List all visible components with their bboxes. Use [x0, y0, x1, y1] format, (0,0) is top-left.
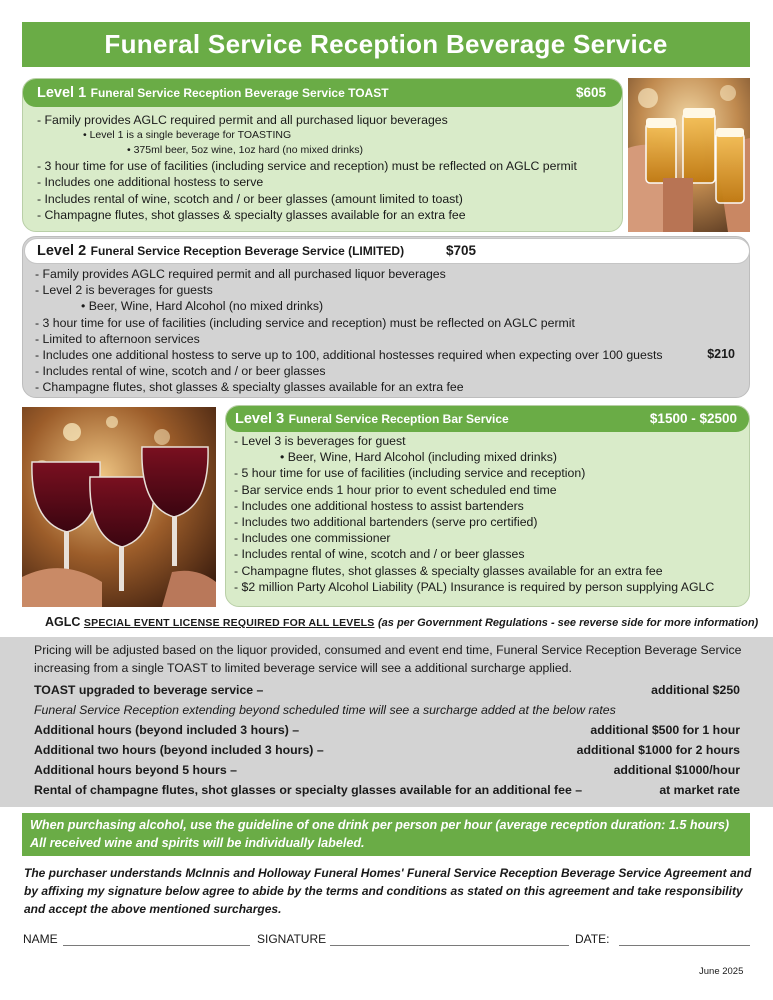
level3-level: Level 3	[235, 411, 285, 427]
guideline-line-1: When purchasing alcohol, use the guideline of one drink per person per hour (average reception duration: 1.5 hours)	[30, 818, 730, 832]
list-item: - Includes one additional hostess to assist bartenders	[234, 498, 524, 513]
pricing-intro-2: increasing from a single TOAST to limited beverage service will see a additional surcharge applied.	[34, 661, 572, 675]
list-item: - Family provides AGLC required permit and all purchased liquor beverages	[37, 113, 448, 127]
surcharge-row: Additional hours (beyond included 3 hours) – additional $500 for 1 hour	[34, 723, 740, 737]
level1-price: $605	[575, 85, 606, 100]
list-item: - Level 3 is beverages for guest	[234, 434, 406, 448]
level2-list	[35, 266, 663, 396]
pricing-section	[0, 637, 773, 807]
list-item: - Includes two additional bartenders (serve pro certified)	[234, 515, 538, 530]
date-label: DATE:	[575, 932, 610, 946]
level1-name: Funeral Service Reception Beverage Service TOAST	[90, 86, 389, 100]
list-item: - Bar service ends 1 hour prior to event scheduled end time	[234, 482, 557, 497]
aglc-prefix: AGLC	[45, 615, 81, 629]
revision-date: June 2025	[699, 966, 744, 977]
beer-toast-photo	[628, 78, 750, 232]
date-field[interactable]	[619, 945, 750, 946]
level1-level: Level 1	[37, 85, 87, 101]
list-item: - Champagne flutes, shot glasses & specialty glasses available for an extra fee	[37, 207, 466, 222]
signature-row	[23, 932, 750, 948]
name-label: NAME	[23, 932, 58, 946]
list-item: - Includes rental of wine, scotch and / or beer glasses	[234, 547, 525, 562]
level2-name: Funeral Service Reception Beverage Service (LIMITED)	[90, 244, 405, 258]
list-item: - 3 hour time for use of facilities (including service and reception) must be reflected on AGLC permit	[35, 315, 575, 330]
toast-upgrade-label: TOAST upgraded to beverage service –	[34, 683, 264, 697]
toast-upgrade-price: additional $250	[651, 683, 740, 697]
level2-header	[24, 238, 750, 264]
page-title: Funeral Service Reception Beverage Service	[22, 22, 750, 67]
list-item: • 375ml beer, 5oz wine, 1oz hard (no mixed drinks)	[127, 144, 363, 157]
level2-price: $705	[446, 243, 477, 258]
list-item: - Level 2 is beverages for guests	[35, 283, 213, 298]
signature-field[interactable]	[330, 945, 569, 946]
aglc-note: (as per Government Regulations - see reverse side for more information)	[377, 617, 759, 629]
aglc-license-note	[45, 615, 758, 629]
extension-note: Funeral Service Reception extending beyond scheduled time will see a surcharge added at the below rates	[34, 703, 616, 717]
level2-level: Level 2	[37, 243, 87, 259]
list-item: - Includes rental of wine, scotch and / or beer glasses (amount limited to toast)	[37, 191, 463, 206]
level2-section	[22, 236, 750, 398]
name-field[interactable]	[63, 945, 250, 946]
list-item: - Includes rental of wine, scotch and / or beer glasses	[35, 364, 326, 379]
list-item: - 3 hour time for use of facilities (including service and reception) must be reflected on AGLC permit	[37, 159, 577, 174]
pricing-intro-1: Pricing will be adjusted based on the liquor provided, consumed and event end time, Funeral Service Reception Beverage Service	[34, 643, 742, 657]
level1-header	[23, 79, 622, 107]
toast-upgrade-row	[34, 683, 740, 697]
list-item: - Limited to afternoon services	[35, 331, 200, 346]
list-item: • Beer, Wine, Hard Alcohol (no mixed drinks)	[81, 299, 324, 314]
list-item: - Champagne flutes, shot glasses & specialty glasses available for an extra fee	[234, 563, 663, 578]
list-item: • Level 1 is a single beverage for TOASTING	[83, 129, 292, 142]
surcharge-row: Additional hours beyond 5 hours – additional $1000/hour	[34, 763, 740, 777]
signature-label: SIGNATURE	[257, 932, 327, 946]
list-item: - Champagne flutes, shot glasses & specialty glasses available for an extra fee	[35, 380, 464, 395]
list-item: - 5 hour time for use of facilities (including service and reception)	[234, 466, 586, 481]
list-item: - Includes one additional hostess to serve	[37, 175, 264, 190]
guideline-line-2: All received wine and spirits will be individually labeled.	[30, 836, 365, 850]
list-item: - Includes one commissioner	[234, 531, 391, 546]
level3-header	[226, 406, 749, 432]
list-item: - Family provides AGLC required permit and all purchased liquor beverages	[35, 267, 446, 281]
level1-list	[37, 112, 577, 223]
level3-price: $1500 - $2500	[649, 411, 737, 426]
list-item: - Includes one additional hostess to serve up to 100, additional hostesses required when expecting over 100 guests	[35, 348, 663, 363]
alcohol-guideline	[22, 813, 750, 856]
level3-name: Funeral Service Reception Bar Service	[288, 412, 509, 426]
level1-section	[22, 78, 623, 232]
aglc-license: SPECIAL EVENT LICENSE REQUIRED FOR ALL LEVELS	[83, 617, 375, 629]
level3-list	[234, 433, 714, 595]
extra-hostess-price: $210	[707, 347, 735, 361]
surcharge-row: Rental of champagne flutes, shot glasses or specialty glasses available for an additional fee – at market rate	[34, 783, 740, 797]
surcharge-row: Additional two hours (beyond included 3 hours) – additional $1000 for 2 hours	[34, 743, 740, 757]
list-item: • Beer, Wine, Hard Alcohol (including mixed drinks)	[280, 450, 558, 465]
wine-toast-photo	[22, 407, 216, 607]
agreement-text: The purchaser understands McInnis and Holloway Funeral Homes' Funeral Service Reception Beverage Service Agreement and by affixing my signature below agree to abide by the terms and conditions as stated on this agreement and take responsibility and accept the above mentioned surcharges.	[24, 866, 752, 916]
level3-section	[225, 405, 750, 607]
list-item: - $2 million Party Alcohol Liability (PAL) Insurance is required by person supplying AGLC	[234, 579, 715, 594]
